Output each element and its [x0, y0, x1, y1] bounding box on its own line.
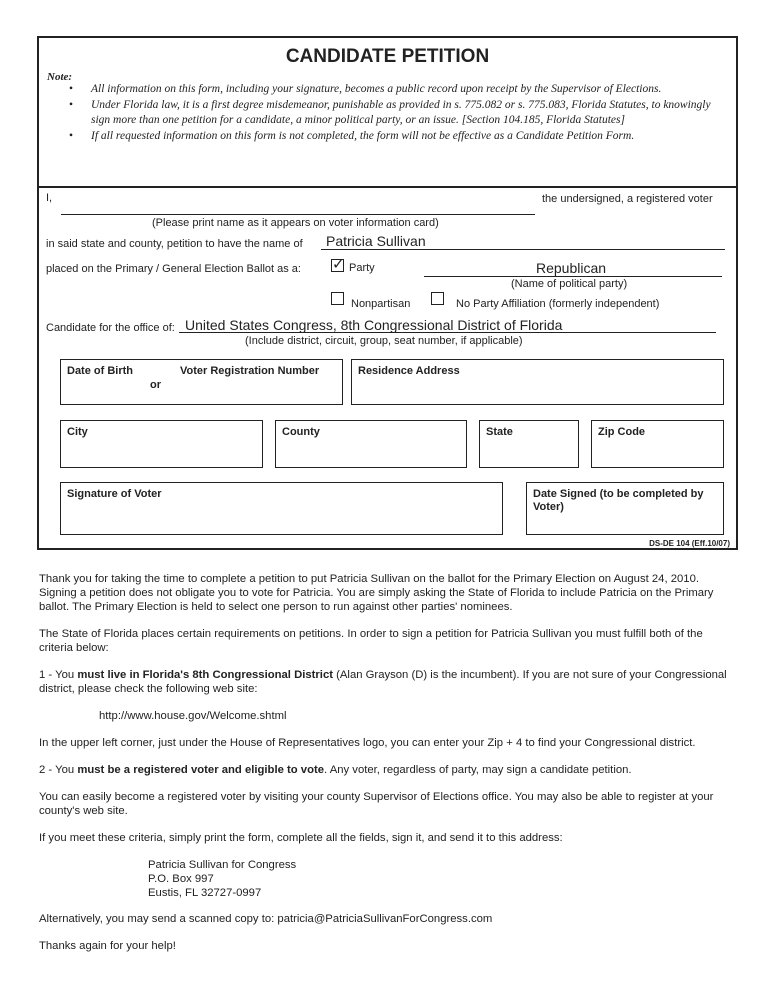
notes-list [69, 82, 729, 145]
party-label: Party [349, 262, 375, 274]
check-mark-icon: ✓ [332, 255, 345, 273]
note-label: Note: [47, 71, 73, 83]
candidate-name: Patricia Sullivan [326, 233, 426, 249]
i-label: I, [46, 192, 53, 204]
print-name-hint: (Please print name as it appears on voter information card) [152, 217, 439, 229]
nonpartisan-checkbox[interactable] [331, 292, 344, 305]
city-box[interactable] [60, 420, 263, 468]
section-divider [39, 186, 736, 188]
petition-form [37, 36, 738, 550]
note-item: • Under Florida law, it is a first degree misdemeanor, punishable as provided in s. 775.082 or s. 775.083, Florida Statutes, to knowingly sign more than one petition for a candidate, a minor political party, or an issue. [Section 104.185, Florida Statutes] [69, 99, 711, 126]
nonpartisan-label: Nonpartisan [351, 298, 411, 310]
zip-label: Zip Code [598, 426, 646, 438]
undersigned-label: the undersigned, a registered voter [542, 193, 713, 205]
party-name-hint: (Name of political party) [511, 278, 628, 290]
house-url-link[interactable]: http://www.house.gov/Welcome.shtml [99, 710, 287, 722]
zip-box[interactable] [591, 420, 724, 468]
npa-label: No Party Affiliation (formerly independent) [456, 298, 660, 310]
party-checkbox[interactable] [331, 255, 345, 273]
date-signed-label: Date Signed (to be completed by Voter) [533, 488, 704, 513]
county-box[interactable] [275, 420, 467, 468]
office-hint: (Include district, circuit, group, seat number, if applicable) [245, 335, 523, 347]
candidate-name-line [321, 249, 725, 250]
residence-label: Residence Address [358, 365, 460, 377]
signature-label: Signature of Voter [67, 488, 162, 500]
voter-reg-label: Voter Registration Number [180, 365, 320, 377]
county-label: County [282, 426, 320, 438]
criterion-1: 1 - You must live in Florida's 8th Congressional District (Alan Grayson (D) is the incumbent). If you are not sure of your Congressional district, please check the following web site: [39, 669, 727, 695]
form-title: CANDIDATE PETITION [285, 46, 490, 67]
form-code: DS-DE 104 (Eff.10/07) [649, 539, 730, 548]
city-label: City [67, 426, 88, 438]
dob-label: Date of Birth [67, 365, 133, 377]
ballot-label: placed on the Primary / General Election Ballot as a: [46, 263, 301, 275]
signature-box[interactable] [60, 482, 503, 535]
dob-voter-reg-box[interactable] [60, 359, 343, 405]
office-label: Candidate for the office of: [46, 322, 175, 334]
residence-box[interactable] [351, 359, 724, 405]
or-label: or [150, 379, 161, 391]
letter-thanks: Thanks again for your help! [39, 940, 176, 952]
letter-register: You can easily become a registered voter by visiting your county Supervisor of Elections office. You may also be able to register at your county's web site. [39, 791, 714, 817]
letter-intro: Thank you for taking the time to complete a petition to put Patricia Sullivan on the ballot for the Primary Election on August 24, 2010. Signing a petition does not obligate you to vote for Patricia. You are simply asking the State of Florida to include Patricia on the Primary ballot. The Primary Election is held to select one person to run against other parties' nominees. [39, 573, 714, 613]
mailing-address: Patricia Sullivan for Congress P.O. Box 997 Eustis, FL 32727-0997 [148, 859, 297, 899]
office-value: United States Congress, 8th Congressional District of Florida [185, 317, 563, 333]
criterion-2: 2 - You must be a registered voter and eligible to vote. Any voter, regardless of party, may sign a candidate petition. [39, 764, 632, 776]
party-name-line [424, 276, 722, 277]
petition-label: in said state and county, petition to have the name of [46, 238, 303, 250]
letter-requirements: The State of Florida places certain requirements on petitions. In order to sign a petition for Patricia Sullivan you must fulfill both of the criteria below: [39, 628, 703, 654]
letter-corner: In the upper left corner, just under the House of Representatives logo, you can enter your Zip + 4 to find your Congressional district. [39, 737, 696, 749]
state-label: State [486, 426, 513, 438]
letter-criteria: If you meet these criteria, simply print the form, complete all the fields, sign it, and send it to this address: [39, 832, 563, 844]
note-item: • All information on this form, including your signature, becomes a public record upon receipt by the Supervisor of Elections. [69, 83, 662, 95]
voter-name-field[interactable] [61, 214, 535, 215]
date-signed-box[interactable] [526, 482, 724, 535]
note-item: • If all requested information on this form is not completed, the form will not be effective as a Candidate Petition Form. [69, 130, 635, 142]
state-box[interactable] [479, 420, 579, 468]
party-name: Republican [536, 260, 607, 276]
npa-checkbox[interactable] [431, 292, 444, 305]
letter-alternative: Alternatively, you may send a scanned copy to: patricia@PatriciaSullivanForCongress.com [39, 913, 493, 925]
